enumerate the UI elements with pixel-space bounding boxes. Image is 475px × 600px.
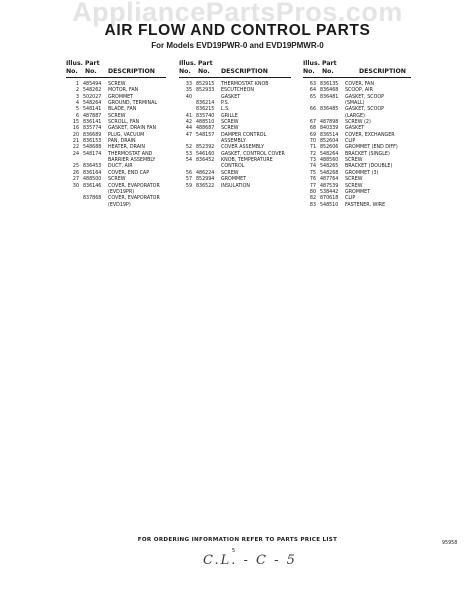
illus-number: 70 bbox=[309, 139, 316, 145]
illus-number: 5 bbox=[75, 107, 79, 113]
part-description: (LARGE) bbox=[345, 113, 365, 119]
illus-number: 47 bbox=[185, 132, 192, 138]
part-number: 502027 bbox=[83, 94, 102, 100]
part-number: 852392 bbox=[196, 145, 215, 151]
part-number: 487898 bbox=[320, 120, 339, 126]
illus-number: 35 bbox=[185, 88, 192, 94]
part-number: 852606 bbox=[320, 145, 339, 151]
part-description: SCREW bbox=[108, 82, 126, 87]
part-number: 836689 bbox=[83, 132, 102, 138]
part-description: GRILLE bbox=[221, 113, 238, 119]
part-description: DUCT, AIR bbox=[108, 164, 133, 170]
parts-column-3 bbox=[303, 60, 415, 209]
illus-number: 80 bbox=[309, 189, 316, 195]
part-description: GROMMET (END DIFF) bbox=[345, 145, 398, 151]
illus-number: 41 bbox=[185, 113, 192, 119]
part-description: GASKET, CONTROL COVER bbox=[221, 151, 285, 157]
part-description: SCROLL, FAN bbox=[108, 120, 140, 126]
part-description: PLUG, VACUUM bbox=[108, 132, 145, 138]
part-description: (EVD19PR) bbox=[108, 189, 135, 195]
part-number: 836141 bbox=[83, 120, 102, 126]
part-description: ESCUTCHEON bbox=[221, 88, 254, 94]
part-description: BLADE, FAN bbox=[108, 107, 137, 113]
part-number: 548510 bbox=[320, 202, 339, 208]
illus-number: 33 bbox=[185, 82, 192, 87]
part-number: 487887 bbox=[83, 113, 102, 119]
column-header bbox=[303, 60, 415, 82]
illus-number: 72 bbox=[309, 151, 316, 157]
illus-number: 73 bbox=[309, 158, 316, 164]
part-number: 546160 bbox=[196, 151, 215, 157]
part-number: 836153 bbox=[83, 139, 102, 145]
header-no: No. bbox=[198, 68, 210, 75]
document-number: 95958 bbox=[442, 541, 458, 546]
illus-number: 69 bbox=[309, 132, 316, 138]
part-number: 870618 bbox=[320, 196, 339, 202]
illus-number: 63 bbox=[309, 82, 316, 87]
part-description: BARRIER ASSEMBLY bbox=[108, 158, 156, 164]
part-description: COVER, EVAPORATOR bbox=[108, 196, 160, 202]
illus-number: 76 bbox=[309, 177, 316, 183]
part-number: 548141 bbox=[83, 107, 102, 113]
part-description: THERMOSTAT AND bbox=[108, 151, 153, 157]
part-number: 548265 bbox=[320, 164, 339, 170]
part-description: SCREW bbox=[221, 120, 239, 126]
part-description: INSULATION bbox=[221, 183, 250, 189]
part-number: 837868 bbox=[83, 196, 102, 202]
part-number: 548268 bbox=[320, 170, 339, 176]
part-number: 548264 bbox=[83, 101, 102, 107]
part-number: 836485 bbox=[320, 107, 339, 113]
part-description: SCREW bbox=[345, 158, 363, 164]
illus-number: 16 bbox=[72, 126, 79, 132]
part-number: 548262 bbox=[83, 88, 102, 94]
page-number: 5 bbox=[232, 548, 236, 554]
part-number: 852994 bbox=[196, 177, 215, 183]
part-description: GASKET, SCOOP bbox=[345, 107, 385, 113]
illus-number: 6 bbox=[75, 113, 79, 119]
parts-row bbox=[179, 184, 297, 190]
part-number: 488687 bbox=[196, 126, 215, 132]
illus-number: 57 bbox=[185, 177, 192, 183]
part-description: SCOOP, AIR bbox=[345, 88, 373, 94]
header-description: DESCRIPTION bbox=[359, 68, 406, 75]
part-number: 836522 bbox=[196, 183, 215, 189]
header-illus: Illus. bbox=[66, 60, 83, 67]
illus-number: 74 bbox=[309, 164, 316, 170]
parts-column-1 bbox=[66, 60, 176, 209]
part-description: DAMPER CONTROL bbox=[221, 132, 267, 138]
part-number: 836453 bbox=[83, 164, 102, 170]
illus-number: 26 bbox=[72, 170, 79, 176]
illus-number: 56 bbox=[185, 170, 192, 176]
page-title: AIR FLOW AND CONTROL PARTS bbox=[104, 22, 371, 39]
part-description: GASKET, SCOOP bbox=[345, 94, 385, 100]
part-description: GROMMET (3) bbox=[345, 170, 379, 176]
model-subtitle: For Models EVD19PWR-0 and EVD19PMWR-0 bbox=[151, 41, 324, 50]
illus-number: 2 bbox=[75, 88, 79, 94]
part-description: GASKET bbox=[221, 94, 241, 100]
part-number: 836214 bbox=[196, 101, 215, 107]
illus-number: 42 bbox=[185, 120, 192, 126]
ordering-note: FOR ORDERING INFORMATION REFER TO PARTS PRICE LIST bbox=[137, 537, 338, 543]
part-description: CONTROL bbox=[221, 164, 245, 170]
part-description: SCREW bbox=[345, 177, 363, 183]
illus-number: 71 bbox=[309, 145, 316, 151]
header-no: No. bbox=[179, 68, 191, 75]
handwritten-note: C.L. - C - 5 bbox=[203, 553, 297, 568]
part-number: 836481 bbox=[320, 94, 339, 100]
part-description: GASKET bbox=[345, 126, 365, 132]
part-description: COVER, END CAP bbox=[108, 170, 150, 176]
part-description: L.S. bbox=[221, 107, 230, 113]
part-number: 835740 bbox=[196, 113, 215, 119]
part-number: 852915 bbox=[196, 82, 215, 87]
watermark: AppliancePartsPros.com bbox=[72, 0, 403, 27]
part-description: FASTENER, WIRE bbox=[345, 202, 386, 208]
part-number: 836514 bbox=[320, 132, 339, 138]
illus-number: 65 bbox=[309, 94, 316, 100]
header-part: Part bbox=[322, 60, 337, 67]
part-number: 548264 bbox=[320, 151, 339, 157]
part-number: 486224 bbox=[196, 170, 215, 176]
part-number: 485494 bbox=[83, 82, 102, 87]
illus-number: 52 bbox=[185, 145, 192, 151]
header-no: No. bbox=[303, 68, 315, 75]
part-description: HEATER, DRAIN bbox=[108, 145, 146, 151]
header-rule bbox=[303, 77, 411, 78]
part-description: (EVD19P) bbox=[108, 202, 131, 208]
illus-number: 1 bbox=[75, 82, 79, 87]
header-rule bbox=[66, 77, 166, 78]
illus-number: 40 bbox=[185, 94, 192, 100]
part-description: SCREW bbox=[221, 126, 239, 132]
part-description: SCREW bbox=[345, 183, 363, 189]
illus-number: 68 bbox=[309, 126, 316, 132]
part-number: 852933 bbox=[196, 88, 215, 94]
part-description: BRACKET (DOUBLE) bbox=[345, 164, 393, 170]
illus-number: 15 bbox=[72, 120, 79, 126]
part-description: THERMOSTAT KNOB bbox=[221, 82, 269, 87]
illus-number: 27 bbox=[72, 177, 79, 183]
part-description: COVER, FAN bbox=[345, 82, 374, 87]
part-description: GROMMET bbox=[221, 177, 247, 183]
part-number: 835774 bbox=[83, 126, 102, 132]
header-description: DESCRIPTION bbox=[221, 68, 268, 75]
illus-number: 44 bbox=[185, 126, 192, 132]
illus-number: 67 bbox=[309, 120, 316, 126]
part-number: 836468 bbox=[320, 88, 339, 94]
illus-number: 3 bbox=[75, 94, 79, 100]
header-part: Part bbox=[85, 60, 100, 67]
part-description: GASKET, DRAIN FAN bbox=[108, 126, 157, 132]
parts-row bbox=[66, 203, 176, 209]
part-description: KNOB, TEMPERATURE bbox=[221, 158, 273, 164]
part-number: 488510 bbox=[196, 120, 215, 126]
part-number: 487764 bbox=[320, 177, 339, 183]
part-description: SCREW bbox=[108, 177, 126, 183]
part-number: 836164 bbox=[83, 170, 102, 176]
illus-number: 25 bbox=[72, 164, 79, 170]
part-number: 840339 bbox=[320, 126, 339, 132]
illus-number: 59 bbox=[185, 183, 192, 189]
parts-column-2 bbox=[179, 60, 297, 190]
illus-number: 64 bbox=[309, 88, 316, 94]
header-part: Part bbox=[198, 60, 213, 67]
illus-number: 30 bbox=[72, 183, 79, 189]
part-number: 488500 bbox=[83, 177, 102, 183]
part-description: SCREW bbox=[108, 113, 126, 119]
part-number: 548157 bbox=[196, 132, 215, 138]
part-description: COVER, EVAPORATOR bbox=[108, 183, 160, 189]
part-description: CLIP bbox=[345, 196, 356, 202]
illus-number: 4 bbox=[75, 101, 79, 107]
parts-row bbox=[303, 203, 415, 209]
part-number: 548174 bbox=[83, 151, 102, 157]
header-illus: Illus. bbox=[179, 60, 196, 67]
part-description: MOTOR, FAN bbox=[108, 88, 139, 94]
header-no: No. bbox=[85, 68, 97, 75]
part-number: 538442 bbox=[320, 189, 339, 195]
illus-number: 66 bbox=[309, 107, 316, 113]
part-description: GROUND, TERMINAL bbox=[108, 101, 158, 107]
part-description: ASSEMBLY bbox=[221, 139, 246, 145]
part-description: SCREW (2) bbox=[345, 120, 371, 126]
header-no: No. bbox=[66, 68, 78, 75]
part-description: CLIP bbox=[345, 139, 356, 145]
part-number: 548688 bbox=[83, 145, 102, 151]
illus-number: 21 bbox=[72, 139, 79, 145]
illus-number: 77 bbox=[309, 183, 316, 189]
part-description: BRACKET (SINGLE) bbox=[345, 151, 390, 157]
part-description: PAN, DRAIN bbox=[108, 139, 136, 145]
part-description: SCREW bbox=[221, 170, 239, 176]
part-description: GROMMET bbox=[108, 94, 134, 100]
illus-number: 20 bbox=[72, 132, 79, 138]
illus-number: 82 bbox=[309, 196, 316, 202]
part-description: COVER, EXCHANGER bbox=[345, 132, 395, 138]
part-number: 488560 bbox=[320, 158, 339, 164]
part-number: 836452 bbox=[196, 158, 215, 164]
illus-number: 24 bbox=[72, 151, 79, 157]
part-number: 852604 bbox=[320, 139, 339, 145]
illus-number: 83 bbox=[309, 202, 316, 208]
part-description: (SMALL) bbox=[345, 101, 365, 107]
column-header bbox=[66, 60, 176, 82]
header-no: No. bbox=[322, 68, 334, 75]
part-number: 836146 bbox=[83, 183, 102, 189]
illus-number: 75 bbox=[309, 170, 316, 176]
part-description: P.S. bbox=[221, 101, 230, 107]
header-description: DESCRIPTION bbox=[108, 68, 155, 75]
illus-number: 54 bbox=[185, 158, 192, 164]
header-rule bbox=[179, 77, 291, 78]
header-illus: Illus. bbox=[303, 60, 320, 67]
part-number: 836135 bbox=[320, 82, 339, 87]
illus-number: 53 bbox=[185, 151, 192, 157]
part-number: 836215 bbox=[196, 107, 215, 113]
part-description: COVER ASSEMBLY bbox=[221, 145, 265, 151]
column-header bbox=[179, 60, 297, 82]
part-description: GROMMET bbox=[345, 189, 371, 195]
part-number: 487539 bbox=[320, 183, 339, 189]
illus-number: 22 bbox=[72, 145, 79, 151]
